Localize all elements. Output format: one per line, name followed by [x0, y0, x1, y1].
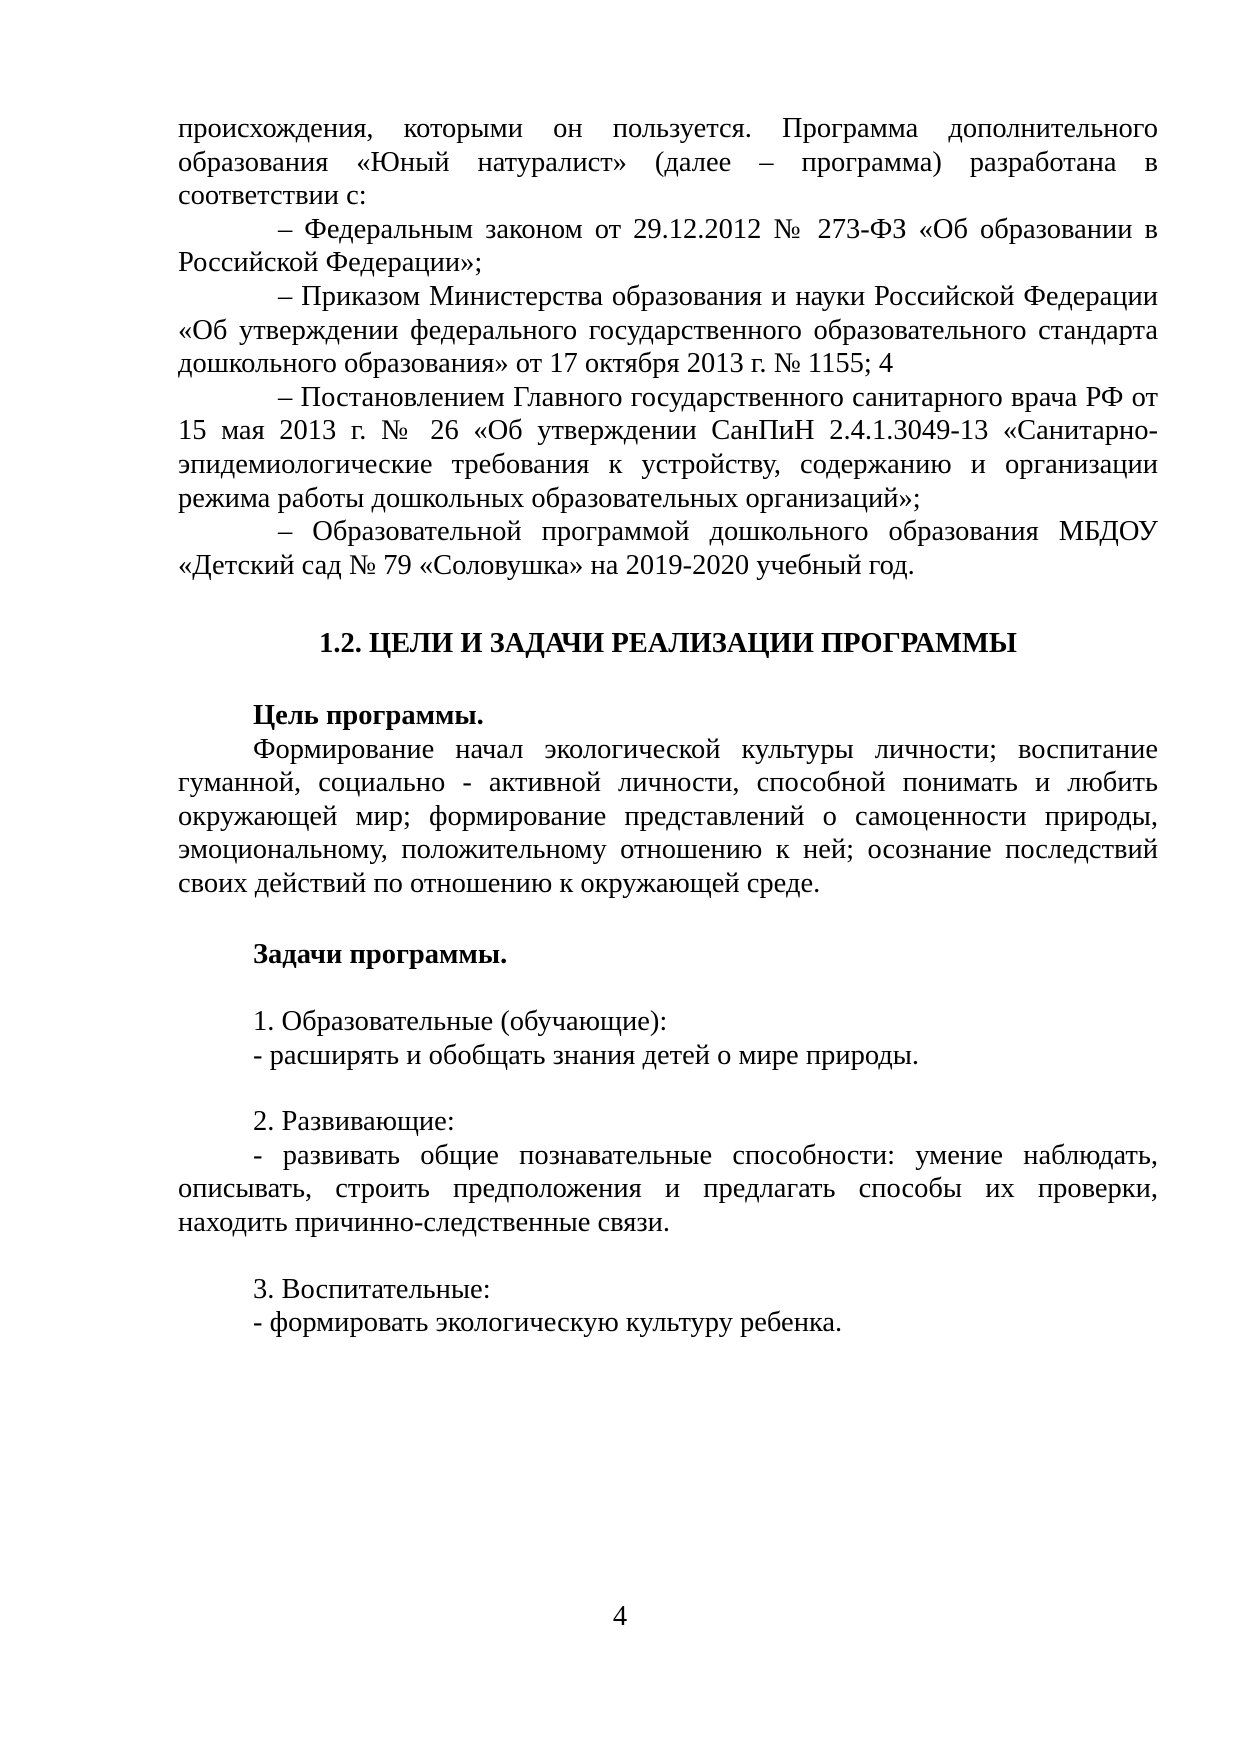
task-group-label: 2. Развивающие:: [253, 1106, 455, 1138]
task-group: [178, 1005, 1158, 1072]
legal-basis-item: – Постановлением Главного государственного санитарного врача РФ от 15 мая 2013 г. № 26 «Об утверждении СанПиН 2.4.1.3049-13 «Санитарно-эпидемиологические требования к устройству, содержанию и организации режима работы дошкольных образовательных организаций»;: [178, 381, 1158, 514]
task-group-text: - расширять и обобщать знания детей о мире природы.: [253, 1039, 920, 1071]
task-group: [178, 1273, 1158, 1340]
legal-basis-item: – Приказом Министерства образования и науки Российской Федерации «Об утверждении федерального государственного образовательного стандарта дошкольного образования» от 17 октября 2013 г. № 1155; 4: [178, 280, 1158, 380]
tasks-title: Задачи программы.: [253, 939, 508, 971]
legal-basis-item: – Образовательной программой дошкольного образования МБДОУ «Детский сад № 79 «Соловушка» на 2019-2020 учебный год.: [178, 516, 1158, 581]
goal-text: Формирование начал экологической культуры личности; воспитание гуманной, социально - активной личности, способной понимать и любить окружающей мир; формирование представлений о самоценности природы, эмоциональному, положительному отношению к ней; осознание последствий своих действий по отношению к окружающей среде.: [178, 733, 1158, 899]
goal-title: Цель программы.: [253, 699, 484, 731]
section-heading: 1.2. ЦЕЛИ И ЗАДАЧИ РЕАЛИЗАЦИИ ПРОГРАММЫ: [319, 628, 1017, 660]
task-group: [178, 1105, 1158, 1239]
document-page: [178, 112, 1158, 1340]
task-group-text: - развивать общие познавательные способности: умение наблюдать, описывать, строить предположения и предлагать способы их проверки, находить причинно-следственные связи.: [178, 1139, 1158, 1239]
task-group-label: 1. Образовательные (обучающие):: [253, 1006, 668, 1038]
intro-paragraph: происхождения, которыми он пользуется. Программа дополнительного образования «Юный натуралист» (далее – программа) разработана в соответствии с:: [178, 113, 1158, 212]
task-group-label: 3. Воспитательные:: [253, 1273, 491, 1305]
task-group-text: - формировать экологическую культуру ребенка.: [253, 1307, 843, 1339]
legal-basis-item: – Федеральным законом от 29.12.2012 № 273-ФЗ «Об образовании в Российской Федерации»;: [178, 213, 1158, 279]
page-number: 4: [612, 1601, 628, 1632]
